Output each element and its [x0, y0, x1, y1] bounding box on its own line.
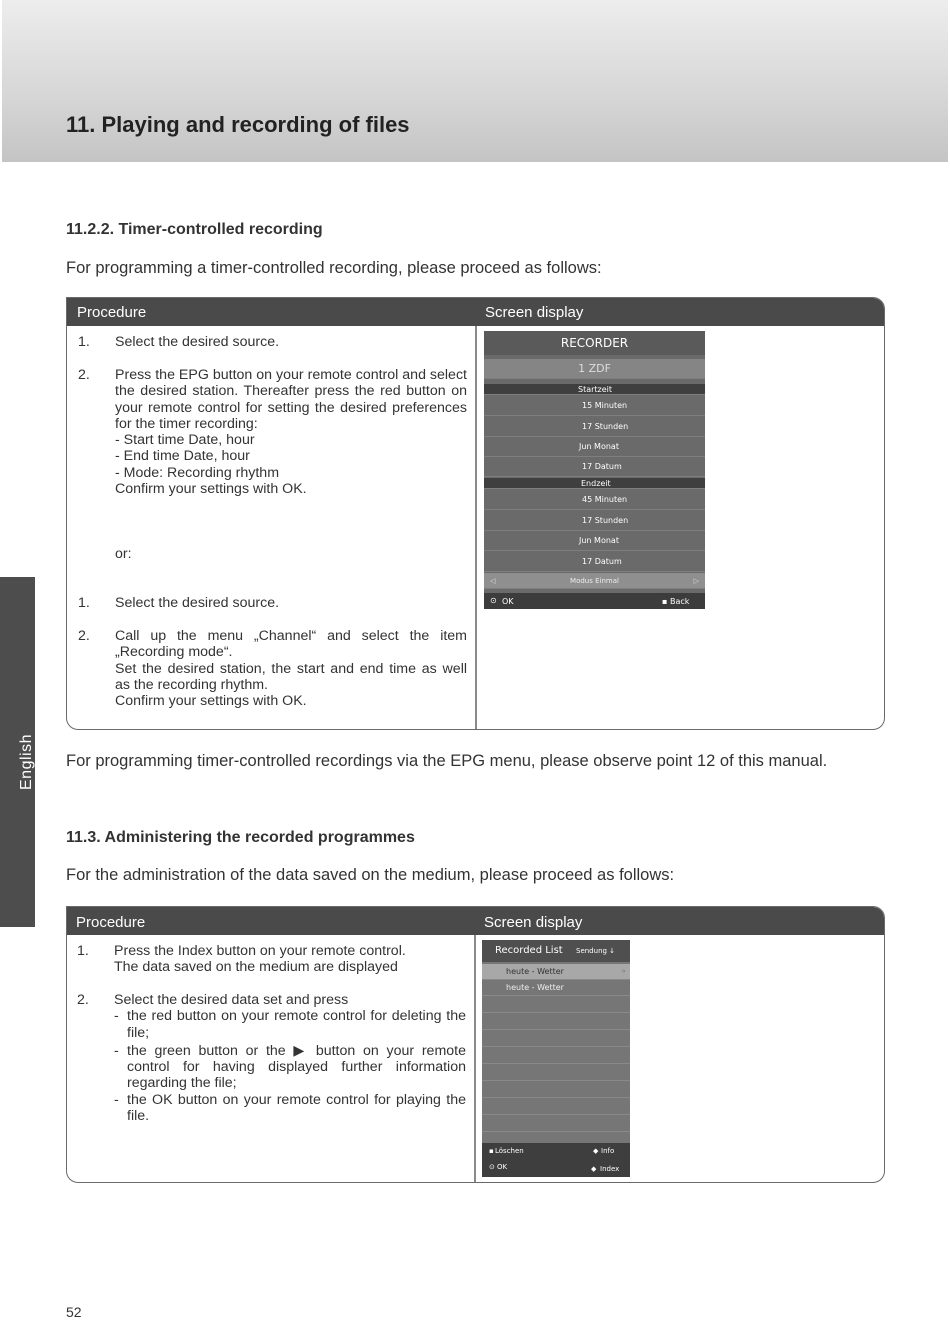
step-list-item: - Start time Date, hour — [115, 432, 255, 449]
recorder-end-row: 45 Minuten — [484, 490, 705, 510]
step-list-item: - End time Date, hour — [115, 448, 250, 465]
step-text — [115, 628, 467, 709]
recorder-start-row: 15 Minuten — [484, 396, 705, 416]
step-number: 2. — [78, 367, 90, 383]
section-footer-note: For programming timer-controlled recordings via the EPG menu, please observe point 12 of this manual. — [66, 752, 828, 770]
step-number: 1. — [78, 595, 90, 611]
step-number: 1. — [78, 334, 90, 350]
step-text-line: Set the desired station, the start and end time as well as the recording rhythm. — [115, 660, 467, 693]
procedure-table-header — [67, 907, 884, 935]
green-button-icon: ◆ — [593, 1147, 599, 1155]
footer-index-label: Index — [600, 1165, 620, 1173]
step-list-item: - the OK button on your remote control for playing the file. — [114, 1091, 466, 1125]
step-list-item: - the red button on your remote control for deleting the file; — [114, 1008, 466, 1041]
step-text — [115, 367, 467, 497]
step-text-line: Press the EPG button on your remote control and select the desired station. Thereafter press the red button on your remote control for setting the desired preferences for the timer recording: — [115, 367, 467, 432]
step-text — [115, 595, 467, 611]
step-text-line: Select the desired source. — [115, 595, 280, 611]
recorded-list-title-bar — [482, 940, 630, 962]
recorder-start-header: Startzeit — [484, 384, 705, 395]
section-heading-administering: 11.3. Administering the recorded programmes — [66, 829, 415, 846]
step-text-line: Select the desired data set and press — [114, 992, 349, 1008]
procedure-table-header — [67, 298, 884, 326]
recorder-end-row: 17 Datum — [484, 552, 705, 572]
recorded-list-item: heute - Wetter — [482, 980, 630, 996]
section-intro-timer-recording: For programming a timer-controlled recording, please proceed as follows: — [66, 259, 602, 277]
recorder-screen-display — [484, 331, 705, 609]
recorder-start-row: 17 Stunden — [484, 417, 705, 437]
ok-icon: ⊙ — [490, 596, 497, 605]
step-list-item: Confirm your settings with OK. — [115, 481, 307, 498]
step-list-item-text: the red button on your remote control for deleting the file; — [127, 1008, 466, 1041]
step-text — [115, 546, 467, 562]
step-text — [115, 334, 467, 350]
step-text — [114, 992, 466, 1124]
section-intro-administering: For the administration of the data saved on the medium, please proceed as follows: — [66, 866, 675, 884]
step-text-line: Confirm your settings with OK. — [115, 693, 307, 710]
recorded-list-title: Recorded List — [495, 945, 563, 956]
procedure-column-header: Procedure — [77, 304, 147, 321]
step-text-line: The data saved on the medium are displayed — [114, 959, 398, 976]
recorder-end-row: Jun Monat — [484, 531, 705, 551]
step-number: 1. — [77, 943, 89, 959]
recorder-ok-label: OK — [502, 597, 514, 606]
step-list-item-text: the green button or the ▶ button on your remote control for having displayed further information regarding the file; — [127, 1042, 466, 1092]
recorded-list-empty-row — [482, 1099, 630, 1115]
recorder-screen-footer — [484, 593, 705, 609]
recorded-list-footer — [482, 1143, 630, 1177]
recorder-screen-title: RECORDER — [484, 331, 705, 355]
or-label: or: — [115, 546, 132, 562]
recorded-list-item — [482, 964, 630, 980]
step-list-item: - the green button or the ▶ button on your remote control for having displayed further information regarding the file; — [114, 1042, 466, 1092]
recorded-list-empty-row — [482, 1116, 630, 1132]
screen-display-column-header: Screen display — [484, 914, 583, 931]
recorded-list-item-label: heute - Wetter — [506, 967, 564, 976]
footer-delete-label: Löschen — [495, 1147, 524, 1155]
ok-icon: ⊙ — [489, 1163, 495, 1171]
red-button-icon: ▪ — [489, 1147, 494, 1155]
section-heading-timer-recording: 11.2.2. Timer-controlled recording — [66, 221, 323, 238]
index-button-icon: ◆ — [591, 1165, 597, 1173]
step-list-item: - Mode: Recording rhythm — [115, 464, 280, 481]
screen-display-column-header: Screen display — [485, 304, 584, 321]
step-number: 2. — [77, 992, 89, 1008]
recorder-channel-row: 1 ZDF — [484, 359, 705, 379]
recorder-end-header: Endzeit — [484, 478, 705, 489]
recorded-list-empty-row — [482, 997, 630, 1013]
recorder-start-row: 17 Datum — [484, 457, 705, 477]
chapter-title: 11. Playing and recording of files — [66, 112, 410, 137]
language-side-tab-label: English — [18, 734, 35, 790]
back-icon: ▪ — [662, 597, 668, 606]
recorder-back-label: Back — [670, 597, 690, 606]
recorded-list-screen-display — [482, 940, 630, 1177]
column-divider — [474, 935, 476, 1182]
selection-indicator-icon: ◦ — [621, 967, 626, 976]
arrow-left-icon: ◁ — [490, 577, 496, 585]
recorded-list-empty-row — [482, 1065, 630, 1081]
recorder-mode-label: Modus Einmal — [570, 577, 619, 585]
page-number: 52 — [66, 1304, 82, 1320]
step-number: 2. — [78, 628, 90, 644]
recorder-start-row: Jun Monat — [484, 437, 705, 457]
step-list-item-text: the OK button on your remote control for playing the file. — [127, 1091, 466, 1125]
recorder-end-row: 17 Stunden — [484, 511, 705, 531]
step-text-line: Call up the menu „Channel“ and select the item „Recording mode“. — [115, 628, 467, 661]
arrow-right-icon: ▷ — [693, 577, 699, 585]
step-text-line: Select the desired source. — [115, 334, 280, 350]
footer-ok-label: OK — [497, 1163, 508, 1171]
step-text-line: Press the Index button on your remote control. — [114, 943, 406, 959]
procedure-column-header: Procedure — [76, 914, 146, 931]
recorded-list-empty-row — [482, 1048, 630, 1064]
step-text — [114, 943, 466, 976]
recorded-list-empty-row — [482, 1031, 630, 1047]
footer-info-label: Info — [601, 1147, 615, 1155]
column-divider — [475, 326, 477, 729]
recorded-list-sort-label: Sendung ↓ — [576, 947, 616, 955]
recorded-list-empty-row — [482, 1082, 630, 1098]
recorder-mode-row — [484, 573, 705, 589]
recorded-list-empty-row — [482, 1014, 630, 1030]
